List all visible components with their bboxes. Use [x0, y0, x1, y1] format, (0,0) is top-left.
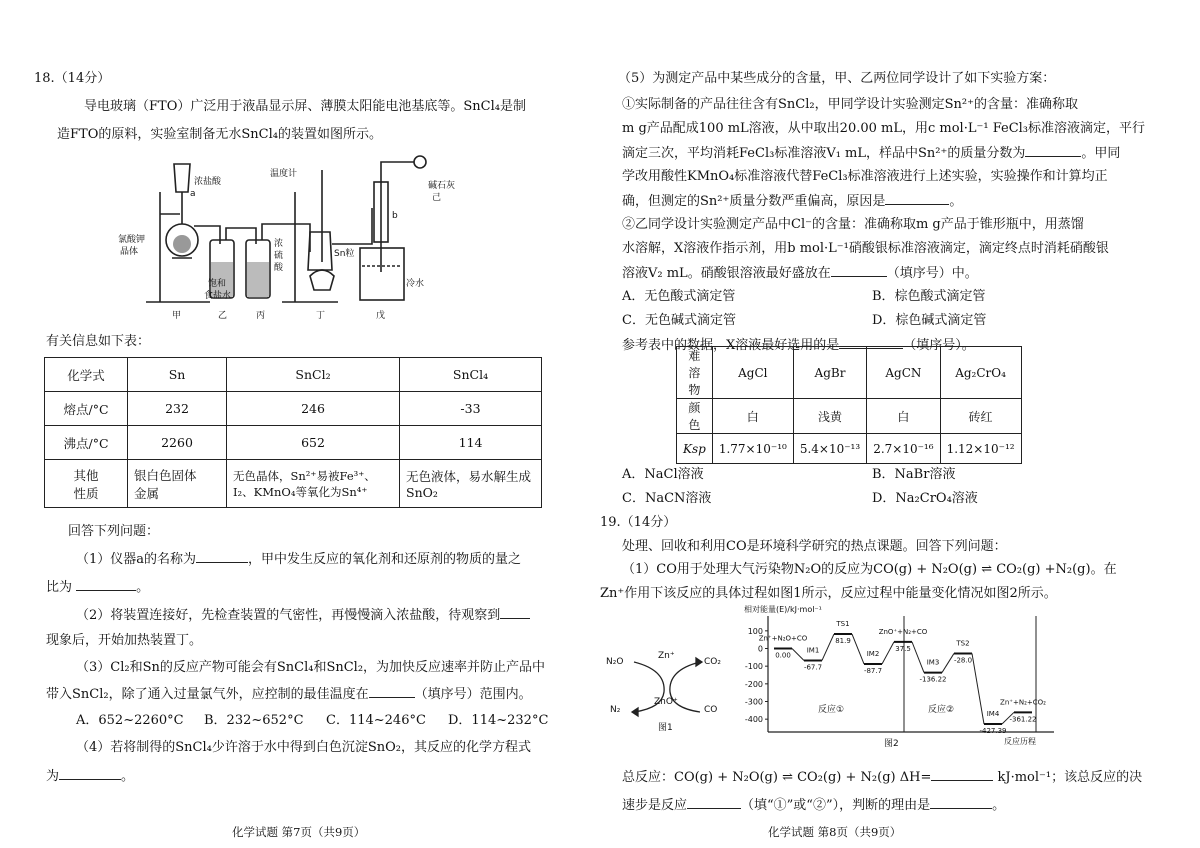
q19-intro: 处理、回收和利用CO是环境科学研究的热点课题。回答下列问题： — [622, 539, 1007, 554]
energy-value-label: 81.9 — [835, 637, 851, 646]
text: 。 — [992, 798, 1006, 813]
profile-connector — [792, 649, 804, 661]
text: ，甲中发生反应的氧化剂和还原剂的物质的量之 — [248, 552, 522, 567]
cell-line: I₂、KMnO₄等氧化为Sn⁴⁺ — [233, 484, 368, 499]
energy-state-label: IM3 — [926, 658, 940, 667]
table-cell — [400, 460, 542, 508]
p5-c1-line5 — [622, 192, 962, 211]
answer-blank[interactable] — [931, 768, 993, 781]
text: 溶液V₂ mL。硝酸银溶液最好盛放在 — [622, 266, 831, 281]
text: 速步是反应 — [622, 798, 688, 813]
cell-line: 无色晶体，Sn²⁺易被Fe³⁺、 — [233, 468, 376, 483]
q18-part3-option-a: A．652~2260°C — [76, 713, 184, 728]
table-cell: 白 — [712, 399, 793, 434]
q18-part2-line1 — [76, 606, 530, 625]
table-cell: 浅黄 — [793, 399, 866, 434]
q18-part1-line1 — [76, 550, 521, 569]
answer-blank[interactable] — [500, 606, 530, 619]
energy-state-label: TS2 — [956, 639, 970, 648]
table-cell: 652 — [227, 426, 400, 460]
q18-part3-option-d: D．114~232°C — [448, 713, 549, 728]
label-kclo3-1: 氯酸钾 — [118, 235, 146, 245]
p5-c2-line1: ②乙同学设计实验测定产品中Cl⁻的含量：准确称取m g产品于锥形瓶中，用蒸馏 — [622, 217, 1084, 232]
p5-opt-d: D．棕色碱式滴定管 — [872, 313, 987, 328]
answer-blank[interactable] — [369, 685, 415, 698]
fig1-co2: CO₂ — [704, 657, 721, 667]
fig1-caption: 图1 — [658, 723, 673, 733]
table-cell: Sn — [128, 358, 227, 392]
figure1-cycle — [604, 640, 734, 736]
ksp-table — [676, 346, 1022, 464]
profile-connector — [972, 653, 984, 724]
profile-connector — [942, 653, 954, 672]
q19-total-line1 — [622, 768, 1142, 787]
q18-part2-line2: 现象后，开始加热装置丁。 — [46, 633, 203, 648]
table-row — [677, 434, 1022, 464]
table-row — [45, 460, 542, 508]
p5-opt2-a: A．NaCl溶液 — [622, 467, 704, 482]
energy-state-label: IM4 — [986, 710, 1000, 719]
q19-part1-line2: Zn⁺作用下该反应的具体过程如图1所示，反应过程中能量变化情况如图2所示。 — [600, 586, 1057, 601]
text: （填序号）中。 — [886, 266, 978, 281]
text: 。 — [121, 769, 135, 784]
q18-part3-line1: （3）Cl₂和Sn的反应产物可能会有SnCl₄和SnCl₂，为加快反应速率并防止产品中 — [76, 660, 546, 675]
label-cold-water: 冷水 — [406, 279, 425, 289]
fig2-xlabel: 反应历程 — [1004, 737, 1036, 746]
text: 。甲同 — [1081, 146, 1121, 161]
y-tick-label: 100 — [747, 626, 763, 636]
energy-value-label: -28.0 — [953, 656, 973, 665]
table-cell: AgCl — [712, 347, 793, 399]
q18-part4-line2 — [46, 767, 134, 786]
y-tick-label: -200 — [744, 679, 763, 689]
label-h2so4-2: 硫 — [274, 251, 284, 261]
y-tick-label: -100 — [744, 662, 763, 672]
label-soda-lime: 碱石灰 — [428, 181, 456, 191]
answer-blank[interactable] — [59, 767, 121, 780]
p5-c1-line2: m g产品配成100 mL溶液，从中取出20.00 mL，用c mol·L⁻¹ FeCl₃标准溶液滴定，平行 — [622, 121, 1146, 136]
label-brine-2: 食盐水 — [204, 291, 232, 301]
answer-blank[interactable] — [196, 550, 248, 563]
table-cell: 5.4×10⁻¹³ — [793, 434, 866, 464]
table-cell: 2.7×10⁻¹⁶ — [867, 434, 940, 464]
q18-part1-line2 — [46, 578, 149, 597]
page-footer-left: 化学试题 第7页（共9页） — [232, 825, 366, 839]
fig1-zn-plus: Zn⁺ — [658, 651, 675, 661]
label-kclo3-2: 晶体 — [120, 247, 139, 257]
table-cell: SnCl₄ — [400, 358, 542, 392]
figure2-energy-profile — [734, 604, 1094, 754]
table-cell: 1.77×10⁻¹⁰ — [712, 434, 793, 464]
profile-connector — [822, 634, 834, 660]
q18-part4-line1: （4）若将制得的SnCl₄少许溶于水中得到白色沉淀SnO₂，其反应的化学方程式 — [76, 740, 532, 755]
sn-info-table — [44, 357, 542, 508]
table-row — [45, 392, 542, 426]
profile-connector — [912, 642, 924, 673]
table-cell: Ksp — [677, 434, 713, 464]
text: 带入SnCl₂，除了通入过量氯气外，应控制的最佳温度在 — [46, 687, 369, 702]
label-ji: 己 — [432, 193, 442, 203]
table-row — [45, 426, 542, 460]
label-brine-1: 饱和 — [208, 279, 227, 289]
cell-line: 性质 — [73, 485, 99, 501]
q19-header: 19.（14分） — [600, 515, 677, 530]
p5-c1-line1: ①实际制备的产品往往含有SnCl₂，甲同学设计实验测定Sn²⁺的含量：准确称取 — [622, 97, 1078, 112]
answer-prompt: 回答下列问题： — [68, 524, 160, 539]
p5-c2-line2: 水溶解，X溶液作指示剂，用b mol·L⁻¹硝酸银标准溶液滴定，滴定终点时消耗硝酸银 — [622, 241, 1109, 256]
table-header-row — [677, 347, 1022, 399]
table-cell: 砖红 — [940, 399, 1021, 434]
label-wu: 戊 — [376, 311, 386, 321]
cell-line: 金属 — [134, 485, 160, 501]
text: （2）将装置连接好，先检查装置的气密性，再慢慢滴入浓盐酸，待观察到 — [76, 608, 501, 623]
text: 。 — [949, 194, 963, 209]
cell-line: 无色液体，易水解生成 — [406, 469, 532, 484]
energy-state-label: Zn⁺+N₂+CO₂ — [1000, 698, 1046, 707]
p5-opt2-b: B．NaBr溶液 — [872, 467, 956, 482]
table-cell: 难溶物 — [677, 347, 713, 399]
table-cell: 沸点/°C — [45, 426, 128, 460]
p5-c1-line4: 学改用酸性KMnO₄标准溶液代替FeCl₃标准溶液进行上述实验，实验操作和计算均正 — [622, 169, 1108, 184]
p5-opt-b: B．棕色酸式滴定管 — [872, 289, 986, 304]
y-tick-label: 0 — [757, 644, 763, 654]
energy-state-label: IM2 — [866, 649, 880, 658]
fig1-n2: N₂ — [610, 705, 621, 715]
fig2-region1: 反应① — [818, 705, 845, 715]
q18-part3-option-b: B．232~652°C — [204, 713, 304, 728]
table-cell: 白 — [867, 399, 940, 434]
label-ding: 丁 — [316, 311, 326, 321]
table-row — [677, 399, 1022, 434]
q18-part3-line2 — [46, 685, 532, 704]
text: （填“①”或“②”），判断的理由是 — [741, 798, 931, 813]
p5-opt2-c: C．NaCN溶液 — [622, 491, 712, 506]
label-h2so4-1: 浓 — [274, 239, 284, 249]
table-cell: AgBr — [793, 347, 866, 399]
cell-line: 其他 — [73, 467, 99, 483]
text: 总反应：CO(g) + N₂O(g) ⇌ CO₂(g) + N₂(g) ΔH= — [622, 770, 932, 785]
text: 确，但测定的Sn²⁺质量分数严重偏高，原因是 — [622, 194, 886, 209]
table-cell: 颜色 — [677, 399, 713, 434]
p5-opt-a: A．无色酸式滴定管 — [622, 289, 736, 304]
page-footer-right: 化学试题 第8页（共9页） — [768, 825, 902, 839]
fig2-region2: 反应② — [928, 705, 955, 715]
table-cell: 化学式 — [45, 358, 128, 392]
answer-blank[interactable] — [687, 796, 741, 809]
text: （1）仪器a的名称为 — [76, 552, 197, 567]
fig1-n2o: N₂O — [606, 657, 624, 667]
table-cell: 2260 — [128, 426, 227, 460]
text: （填序号）。 — [903, 338, 975, 353]
label-a: a — [190, 189, 196, 199]
energy-value-label: -67.7 — [803, 663, 823, 672]
q19-part1-line1: （1）CO用于处理大气污染物N₂O的反应为CO(g) + N₂O(g) ⇌ CO₂(g) +N₂(g)。在 — [622, 562, 1117, 577]
q18-header: 18.（14分） — [34, 71, 111, 86]
table-cell: 246 — [227, 392, 400, 426]
answer-blank[interactable] — [1025, 144, 1081, 157]
fig2-ylabel: 相对能量(E)/kJ·mol⁻¹ — [744, 605, 822, 614]
profile-connector — [852, 634, 864, 664]
p5-opt-c: C．无色碱式滴定管 — [622, 313, 736, 328]
p5-opt2-d: D．Na₂CrO₄溶液 — [872, 491, 978, 506]
fig1-co: CO — [704, 705, 718, 715]
text: 比为 — [46, 580, 73, 595]
label-jia: 甲 — [172, 311, 182, 321]
p5-c2-line3 — [622, 264, 978, 283]
table-header-row — [45, 358, 542, 392]
profile-connector — [882, 642, 894, 664]
energy-value-label: 37.5 — [895, 644, 911, 653]
p5-c1-line3 — [622, 144, 1120, 163]
answer-blank[interactable] — [885, 192, 949, 205]
text: （填序号）范围内。 — [414, 687, 532, 702]
arrow-head — [696, 658, 702, 666]
answer-blank[interactable] — [76, 578, 136, 591]
text: 参考表中的数据，X溶液最好选用的是 — [622, 338, 840, 353]
energy-value-label: -427.39 — [979, 727, 1007, 736]
table-cell: -33 — [400, 392, 542, 426]
text: 滴定三次，平均消耗FeCl₃标准溶液V₁ mL，样品中Sn²⁺的质量分数为 — [622, 146, 1026, 161]
arrow-head — [632, 708, 638, 716]
q19-total-line2 — [622, 796, 1005, 815]
y-tick-label: -300 — [744, 697, 763, 707]
label-yi: 乙 — [218, 311, 228, 321]
q18-intro-line1: 导电玻璃（FTO）广泛用于液晶显示屏、薄膜太阳能电池基底等。SnCl₄是制 — [84, 99, 526, 114]
fig2-caption: 图2 — [884, 739, 899, 749]
label-hcl: 浓盐酸 — [194, 177, 222, 187]
q18-intro-line2: 造FTO的原料，实验室制备无水SnCl₄的装置如图所示。 — [57, 127, 382, 142]
energy-state-label: Zn⁺+N₂O+CO — [758, 634, 808, 643]
table-cell: 熔点/°C — [45, 392, 128, 426]
text: 为 — [46, 769, 60, 784]
table-cell — [227, 460, 400, 508]
text: kJ·mol⁻¹；该总反应的决 — [997, 770, 1143, 785]
answer-blank[interactable] — [831, 264, 887, 277]
energy-value-label: -87.7 — [863, 666, 883, 675]
label-h2so4-3: 酸 — [274, 263, 284, 273]
text: 。 — [136, 580, 150, 595]
label-bing: 丙 — [256, 311, 266, 321]
q18-part3-option-c: C．114~246°C — [326, 713, 426, 728]
energy-value-label: -136.22 — [919, 675, 947, 684]
cell-line: SnO₂ — [406, 485, 438, 500]
fig1-zno-plus: ZnO⁺ — [654, 697, 678, 707]
table-cell: SnCl₂ — [227, 358, 400, 392]
label-sn-grain: Sn粒 — [334, 249, 355, 259]
energy-state-label: ZnO⁺+N₂+CO — [878, 627, 928, 636]
answer-blank[interactable] — [930, 796, 992, 809]
table-cell: 1.12×10⁻¹² — [940, 434, 1021, 464]
table-cell: Ag₂CrO₄ — [940, 347, 1021, 399]
table-cell: AgCN — [867, 347, 940, 399]
energy-state-label: TS1 — [836, 620, 850, 629]
info-title: 有关信息如下表： — [46, 334, 151, 349]
table-cell — [45, 460, 128, 508]
y-tick-label: -400 — [744, 715, 763, 725]
table-cell — [128, 460, 227, 508]
apparatus-diagram — [110, 152, 470, 324]
page-right — [600, 0, 1200, 848]
label-b: b — [392, 211, 398, 221]
label-thermometer: 温度计 — [270, 169, 298, 179]
energy-value-label: -361.22 — [1009, 715, 1037, 724]
p5-intro: （5）为测定产品中某些成分的含量，甲、乙两位同学设计了如下实验方案： — [618, 71, 1056, 86]
cell-line: 银白色固体 — [134, 467, 197, 483]
table-cell: 232 — [128, 392, 227, 426]
table-cell: 114 — [400, 426, 542, 460]
energy-state-label: IM1 — [806, 646, 820, 655]
energy-value-label: 0.00 — [775, 651, 791, 660]
